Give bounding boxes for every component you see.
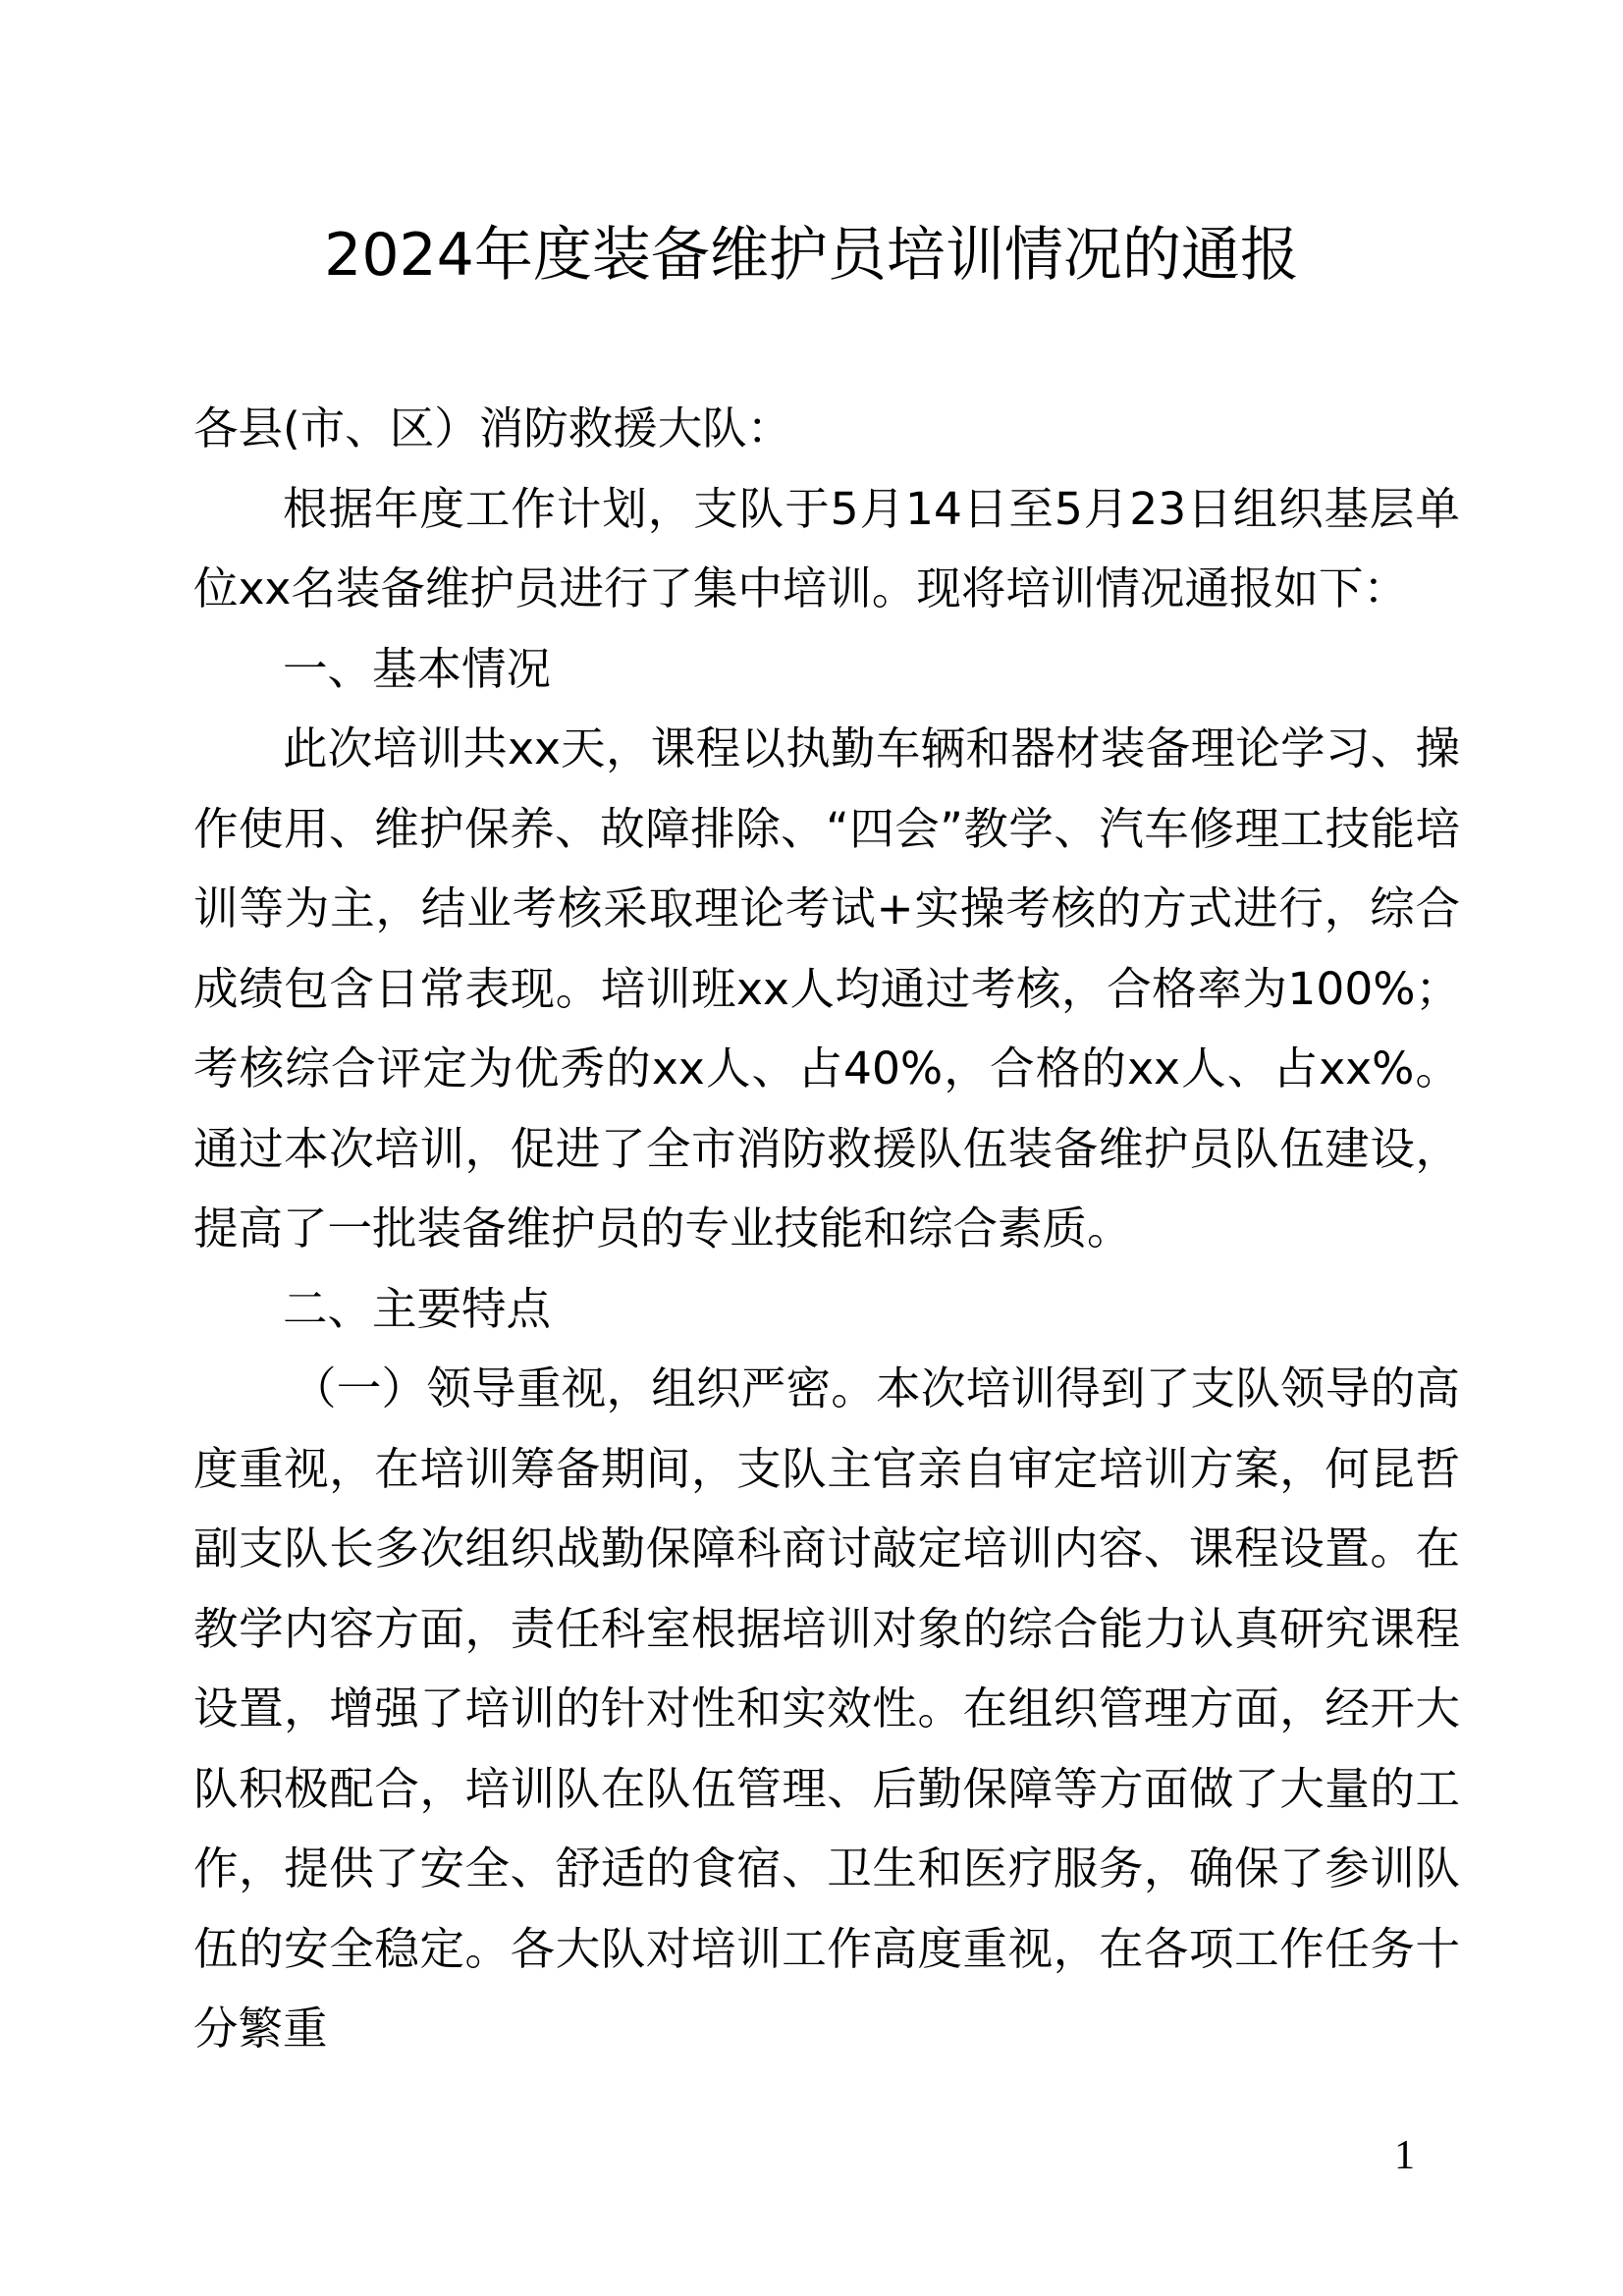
page-number: 1 [1394,2133,1415,2178]
document-title: 2024年度装备维护员培训情况的通报 [324,221,1299,290]
paragraph-intro: 根据年度工作计划，支队于5月14日至5月23日组织基层单位xx名装备维护员进行了集中培训。现将培训情况通报如下： [193,482,1460,614]
document-body [193,389,1460,2069]
section-heading-main-features: 二、主要特点 [283,1282,552,1335]
paragraph-basic-situation: 此次培训共xx天，课程以执勤车辆和器材装备理论学习、操作使用、维护保养、故障排除、“四会”教学、汽车修理工技能培训等为主，结业考核采取理论考试+实操考核的方式进行，综合成绩包含日常表现。培训班xx人均通过考核，合格率为100%；考核综合评定为优秀的xx人、占40%，合格的xx人、占xx%。通过本次培训，促进了全市消防救援队伍装备维护员队伍建设，提高了一批装备维护员的专业技能和综合素质。 [193,722,1460,1255]
section-heading-basic-situation: 一、基本情况 [283,642,552,695]
salutation: 各县(市、区）消防救援大队： [193,402,792,454]
paragraph-leadership: （一）领导重视，组织严密。本次培训得到了支队领导的高度重视，在培训筹备期间，支队主官亲自审定培训方案，何昆哲副支队长多次组织战勤保障科商讨敲定培训内容、课程设置。在教学内容方面，责任科室根据培训对象的综合能力认真研究课程设置，增强了培训的针对性和实效性。在组织管理方面，经开大队积极配合，培训队在队伍管理、后勤保障等方面做了大量的工作，提供了安全、舒适的食宿、卫生和医疗服务，确保了参训队伍的安全稳定。各大队对培训工作高度重视，在各项工作任务十分繁重 [193,1362,1460,2055]
